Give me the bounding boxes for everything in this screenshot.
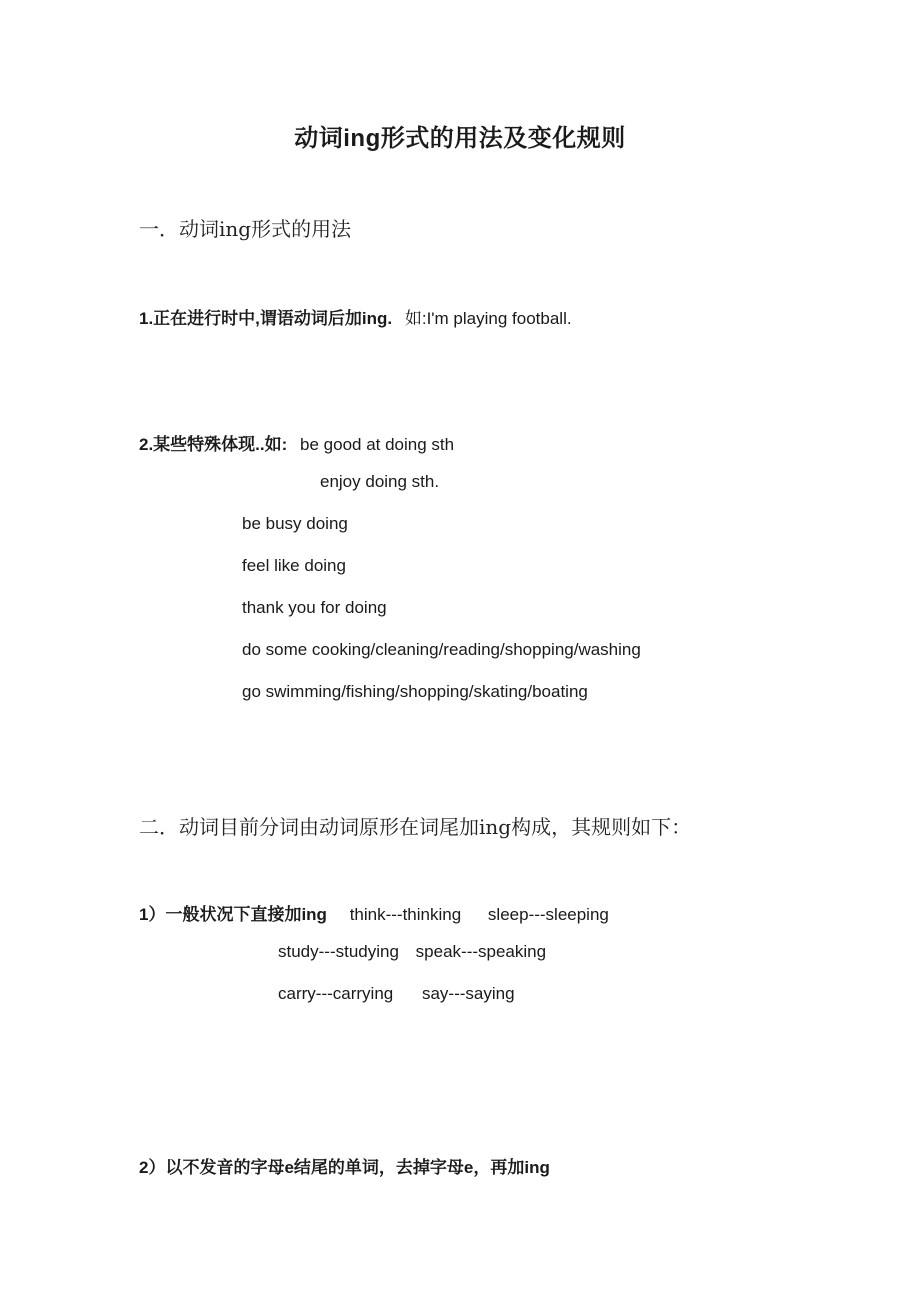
usage-item-2 xyxy=(139,430,454,455)
page-title: 动词ing形式的用法及变化规则 xyxy=(294,125,626,152)
usage-phrase: be busy doing xyxy=(242,514,348,533)
usage-phrase: go swimming/fishing/shopping/skating/boating xyxy=(242,682,588,701)
usage-item-1-example: 如:I'm playing football. xyxy=(404,309,572,328)
rule-1-row-2 xyxy=(278,942,546,962)
usage-phrase-first: be good at doing sth xyxy=(300,435,455,454)
section-heading-rules: 二．动词目前分词由动词原形在词尾加ing构成，其规则如下： xyxy=(139,815,692,839)
rule-example: say---saying xyxy=(421,984,515,1003)
usage-phrase: thank you for doing xyxy=(242,598,387,617)
rule-example: study---studying xyxy=(278,942,399,961)
rule-1-label: 1）一般状况下直接加ing xyxy=(139,905,327,924)
usage-item-1-label: 1.正在进行时中,谓语动词后加ing. xyxy=(139,309,393,328)
rule-example: sleep---sleeping xyxy=(487,905,609,924)
usage-item-2-label: 2.某些特殊体现..如: xyxy=(139,435,288,454)
rule-example: carry---carrying xyxy=(278,984,394,1003)
section-heading-usage: 一．动词ing形式的用法 xyxy=(139,217,352,241)
rule-example: speak---speaking xyxy=(415,942,547,961)
usage-phrase: do some cooking/cleaning/reading/shopping/washing xyxy=(242,640,641,659)
usage-phrase: feel like doing xyxy=(242,556,346,575)
usage-phrase: enjoy doing sth. xyxy=(320,472,440,491)
rule-2-label: 2）以不发音的字母e结尾的单词，去掉字母e，再加ing xyxy=(139,1158,550,1177)
rule-1-row-3 xyxy=(278,984,515,1004)
rule-example: think---thinking xyxy=(349,905,462,924)
rule-1 xyxy=(139,900,609,925)
usage-item-1 xyxy=(139,304,572,329)
